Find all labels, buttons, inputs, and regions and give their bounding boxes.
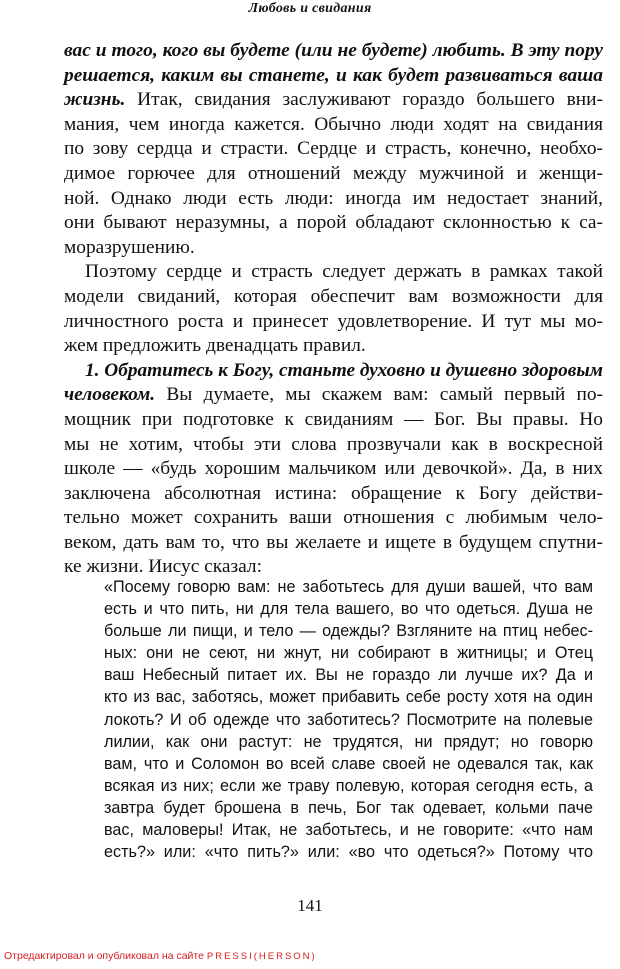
quote-line: кто из вас, заботясь, может прибавить себе росту хотя на один <box>104 688 593 707</box>
quote-line: вам, что и Соломон во всей славе своей не одевался так, как <box>104 754 593 773</box>
text-line <box>64 457 620 482</box>
body-text-segment: Вы думаете, мы скажем вам: самый первый по- <box>155 384 603 406</box>
body-text-segment: по зову сердца и страсти. Сердце и страсть, конечно, необхо- <box>64 138 603 160</box>
text-line <box>64 187 620 212</box>
body-text-segment: мощник при подготовке к свиданиям — Бог. Вы правы. Но <box>64 408 603 430</box>
running-title: Любовь и свидания <box>248 1 372 16</box>
quote-line: лилии, как они растут: не трудятся, ни прядут; но говорю <box>104 732 593 751</box>
body-text-segment: жем предложить двенадцать правил. <box>64 335 366 357</box>
text-line <box>64 113 620 138</box>
quote-line: больше ли пищи, и тело — одежды? Взгляните на птиц небес- <box>104 622 593 641</box>
quote-line: локоть? И об одежде что заботитесь? Посмотрите на полевые <box>104 710 593 729</box>
text-line <box>64 433 620 458</box>
emphasis-text: жизнь. <box>64 89 126 111</box>
text-line <box>64 383 620 408</box>
body-text-segment: Поэтому сердце и страсть следует держать в рамках такой <box>85 261 603 283</box>
text-line <box>64 482 620 507</box>
body-text-segment: ной. Однако люди есть люди: иногда им недостает знаний, <box>64 187 603 209</box>
body-text-segment: моразрушению. <box>64 236 195 258</box>
quote-line: завтра будет брошена в печь, Бог так одевает, кольми паче <box>104 798 593 817</box>
body-text-segment: личностного роста и принесет удовлетворение. И тут мы мо- <box>64 310 603 332</box>
body-text-segment: веком, дать вам то, что вы желаете и ищете в будущем спутни- <box>64 531 603 553</box>
text-line <box>64 531 620 556</box>
text-line <box>64 137 620 162</box>
text-line <box>64 334 620 359</box>
text-line <box>64 162 620 187</box>
text-line <box>64 506 620 531</box>
text-line <box>64 64 620 89</box>
quote-line: «Посему говорю вам: не заботьтесь для души вашей, что вам <box>104 578 593 596</box>
footer-credit[interactable] <box>4 950 317 962</box>
text-line <box>64 88 620 113</box>
text-line <box>64 260 620 285</box>
main-text <box>64 39 620 580</box>
credit-site[interactable]: PRESSI(HERSON) <box>206 951 317 962</box>
body-text-segment: они бывают неразумны, а порой обладают склонностью к са- <box>64 212 603 234</box>
body-text-segment: ке жизни. Иисус сказал: <box>64 556 262 578</box>
body-text-segment: модели свиданий, которая обеспечит вам возможности для <box>64 285 603 307</box>
quote-line: вас, маловеры! Итак, не заботьтесь, и не говорите: «что нам <box>104 821 593 840</box>
scripture-quote <box>104 576 604 863</box>
body-text-segment: тельно может сохранить ваши отношения с любимым чело- <box>64 507 603 529</box>
text-line <box>64 359 620 384</box>
page-number: 141 <box>297 896 323 915</box>
quote-line: ваш Небесный питает их. Вы не гораздо ли лучше их? Да и <box>104 666 593 685</box>
text-line <box>64 285 620 310</box>
text-line <box>64 408 620 433</box>
credit-prefix: Отредактировал и опубликовал на сайте <box>4 950 204 962</box>
quote-line: ных: они не сеют, ни жнут, ни собирают в житницы; и Отец <box>104 644 593 663</box>
quote-line: есть и что пить, ни для тела вашего, во что одеться. Душа не <box>104 600 593 619</box>
quote-line: есть?» или: «что пить?» или: «во что одеться?» Потому что <box>104 843 593 862</box>
text-line <box>64 211 620 236</box>
emphasis-text: 1. Обратитесь к Богу, станьте духовно и душевно здоровым <box>85 359 603 381</box>
body-text-segment: мания, чем иногда кажется. Обычно люди ходят на свидания <box>64 113 603 135</box>
emphasis-text: вас и того, кого вы будете (или не будете) любить. В эту пору <box>64 40 603 61</box>
body-text-segment: Итак, свидания заслуживают гораздо большего вни- <box>125 89 603 111</box>
body-text-segment: димое горючее для отношений между мужчиной и женщи- <box>64 162 603 184</box>
text-line <box>64 39 620 64</box>
body-text-segment: мы не хотим, чтобы эти слова прозвучали как в воскресной <box>64 433 603 455</box>
text-line <box>64 236 620 261</box>
body-text-segment: школе — «будь хорошим мальчиком или девочкой». Да, в них <box>64 458 603 480</box>
quote-line: всякая из них; если же траву полевую, которая сегодня есть, а <box>104 776 593 795</box>
body-text-segment: заключена абсолютная истина: обращение к Богу действи- <box>64 482 603 504</box>
emphasis-text: решается, каким вы станете, и как будет развиваться ваша <box>64 64 603 86</box>
text-line <box>64 310 620 335</box>
emphasis-text: человеком. <box>64 384 156 406</box>
